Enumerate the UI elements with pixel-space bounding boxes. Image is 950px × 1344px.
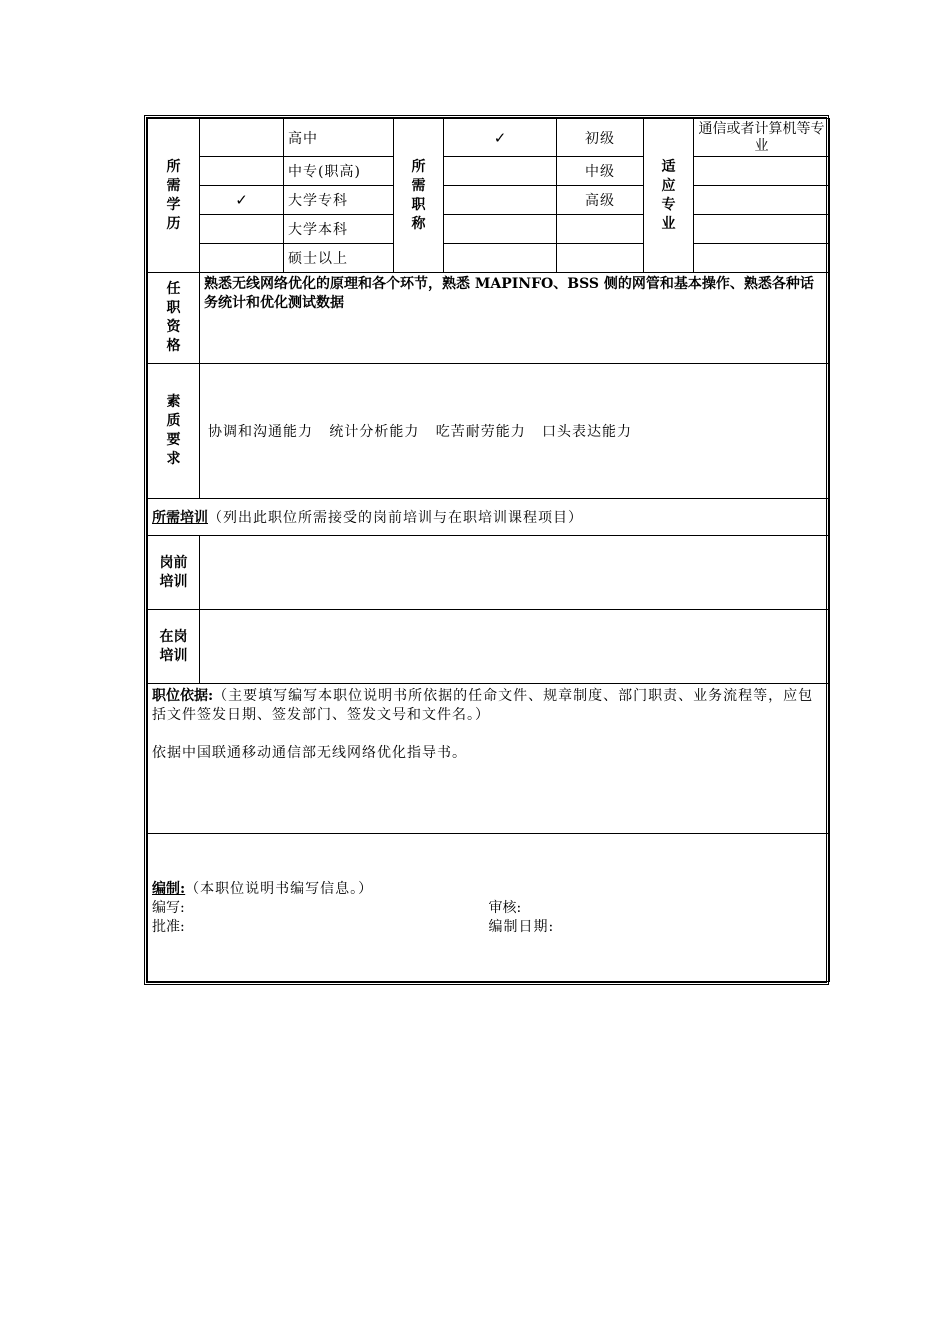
major-option-2: [694, 186, 830, 215]
major-label: 适 应 专 业: [644, 119, 694, 273]
writer-field[interactable]: 编写:: [152, 900, 185, 916]
job-description-form: [144, 115, 829, 985]
title-option-0: 初级: [557, 119, 644, 157]
approver-field[interactable]: 批准:: [152, 919, 185, 935]
major-option-1: [694, 157, 830, 186]
training-note: （列出此职位所需接受的岗前培训与在职培训课程项目）: [208, 510, 583, 526]
title-option-3: [557, 215, 644, 244]
major-option-3: [694, 215, 830, 244]
quality-text: 协调和沟通能力 统计分析能力 吃苦耐劳能力 口头表达能力: [200, 364, 830, 499]
compile-note: （本职位说明书编写信息。）: [185, 881, 374, 897]
pre-training-content[interactable]: [200, 536, 830, 610]
education-check-4[interactable]: [200, 244, 284, 273]
basis-heading: 职位依据:: [152, 688, 214, 704]
basis-cell: [148, 684, 830, 834]
form-table: [147, 118, 830, 982]
education-option-3: 大学本科: [284, 215, 394, 244]
title-check-1[interactable]: [444, 157, 557, 186]
education-option-1: 中专(职高): [284, 157, 394, 186]
title-option-4: [557, 244, 644, 273]
major-option-4: [694, 244, 830, 273]
title-option-1: 中级: [557, 157, 644, 186]
major-option-0: 通信或者计算机等专业: [694, 119, 830, 157]
basis-text: 依据中国联通移动通信部无线网络优化指导书。: [152, 745, 467, 761]
training-heading-row: [148, 499, 830, 536]
education-option-2: 大学专科: [284, 186, 394, 215]
title-check-3[interactable]: [444, 215, 557, 244]
education-option-4: 硕士以上: [284, 244, 394, 273]
education-check-3[interactable]: [200, 215, 284, 244]
onjob-training-label: 在岗 培训: [148, 610, 200, 684]
title-label: 所 需 职 称: [394, 119, 444, 273]
quality-label: 素 质 要 求: [148, 364, 200, 499]
title-option-2: 高级: [557, 186, 644, 215]
education-check-2[interactable]: ✓: [200, 186, 284, 215]
title-check-2[interactable]: [444, 186, 557, 215]
compile-cell: [148, 834, 830, 982]
basis-note: （主要填写编写本职位说明书所依据的任命文件、规章制度、部门职责、业务流程等，应包括文件签发日期、签发部门、签发文号和文件名。）: [152, 688, 814, 723]
title-check-0[interactable]: ✓: [444, 119, 557, 157]
education-label: 所 需 学 历: [148, 119, 200, 273]
education-check-0[interactable]: [200, 119, 284, 157]
compile-row-2: [152, 918, 825, 937]
date-field[interactable]: 编制日期:: [488, 919, 555, 935]
compile-row-1: [152, 899, 825, 918]
pre-training-label: 岗前 培训: [148, 536, 200, 610]
reviewer-field[interactable]: 审核:: [488, 900, 522, 916]
training-heading: 所需培训: [152, 510, 208, 526]
qualification-label: 任 职 资 格: [148, 273, 200, 364]
compile-heading: 编制:: [152, 881, 186, 897]
education-check-1[interactable]: [200, 157, 284, 186]
title-check-4[interactable]: [444, 244, 557, 273]
basis-heading-line: [152, 687, 825, 725]
compile-heading-line: [152, 880, 825, 899]
qualification-text: 熟悉无线网络优化的原理和各个环节，熟悉 MAPINFO、BSS 侧的网管和基本操作、熟悉各种话务统计和优化测试数据: [200, 273, 830, 364]
onjob-training-content[interactable]: [200, 610, 830, 684]
education-option-0: 高中: [284, 119, 394, 157]
